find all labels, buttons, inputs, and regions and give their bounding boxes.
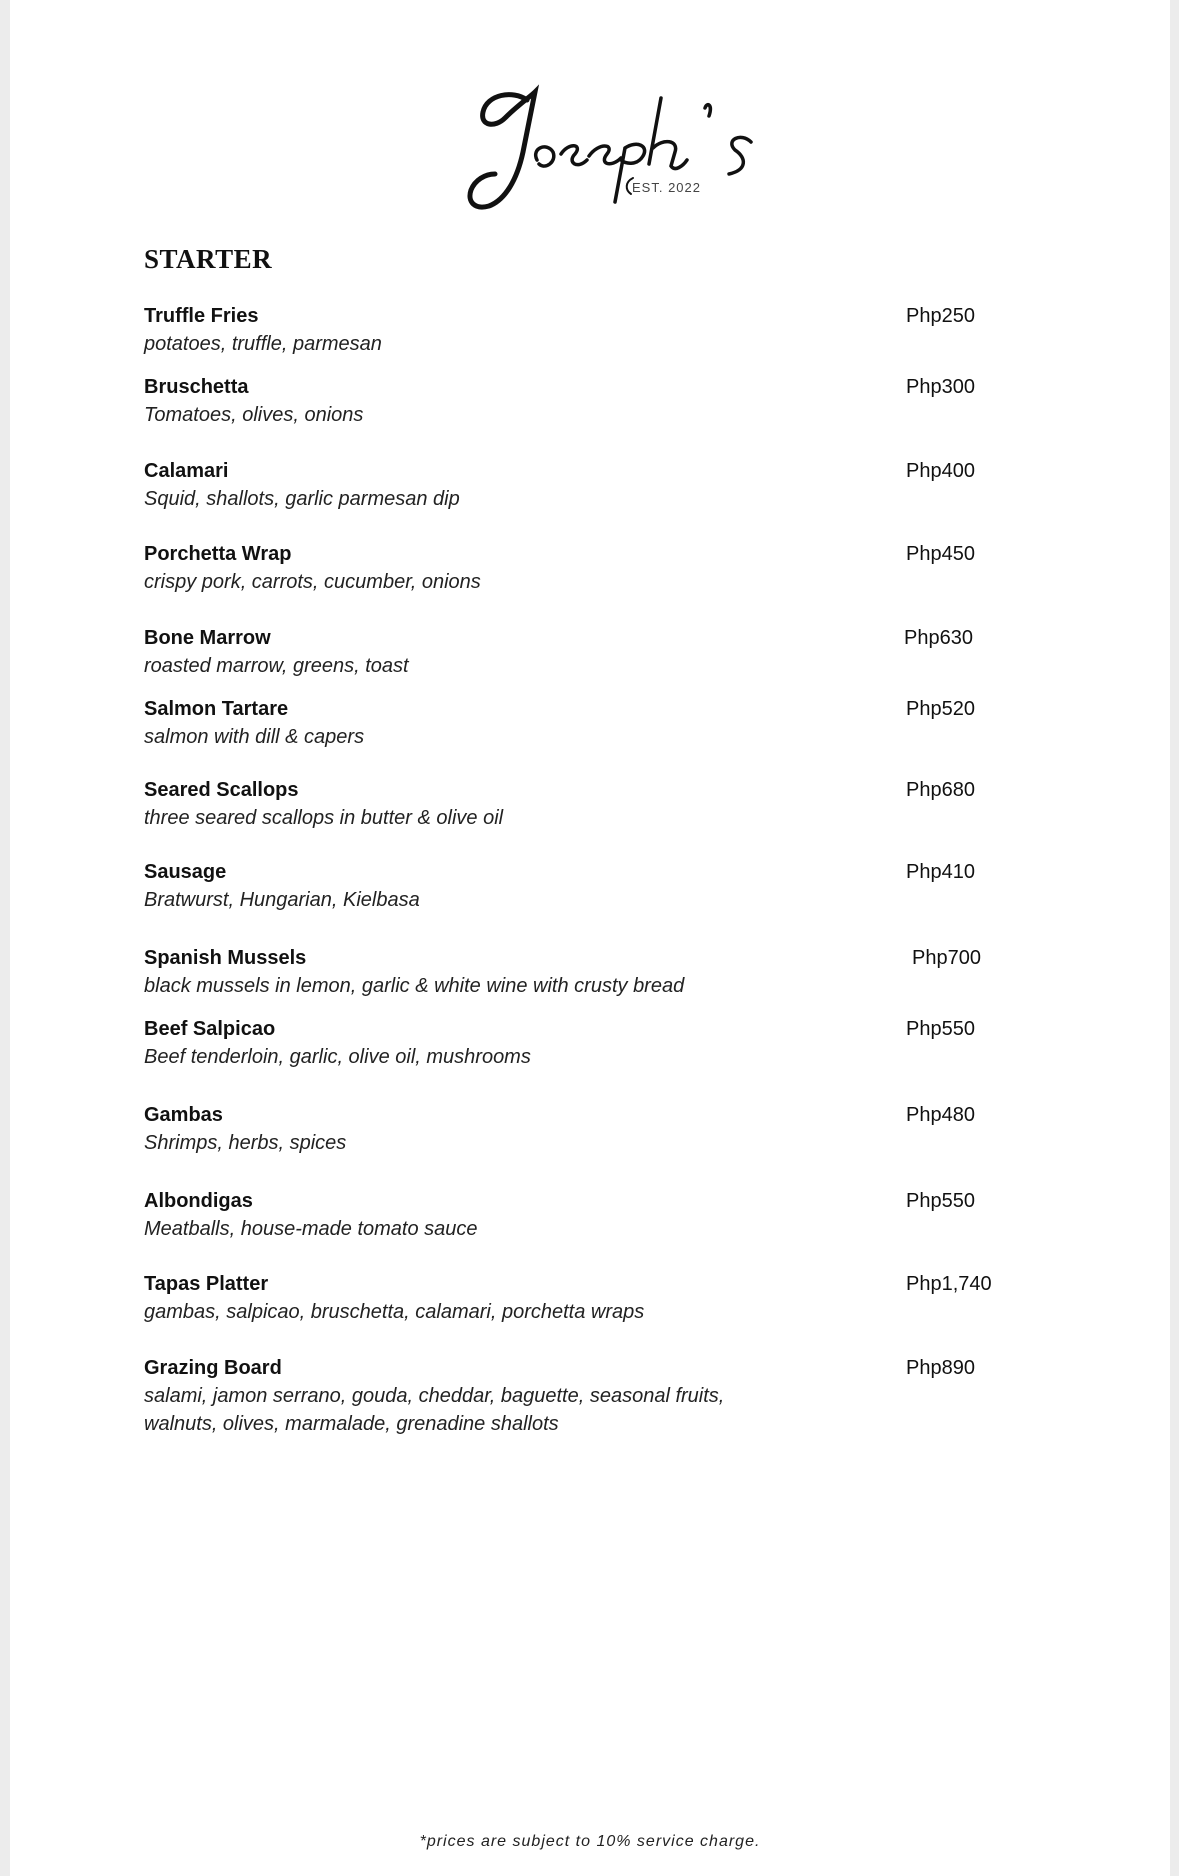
menu-item (144, 302, 1024, 358)
item-price: Php480 (906, 1104, 975, 1126)
menu-item (144, 1101, 1024, 1157)
logo-script-icon (465, 82, 775, 222)
item-price: Php450 (906, 543, 975, 565)
item-description: Meatballs, house-made tomato sauce (144, 1218, 478, 1240)
item-description: Squid, shallots, garlic parmesan dip (144, 488, 460, 510)
item-name: Truffle Fries (144, 305, 259, 327)
menu-item (144, 1187, 1024, 1243)
menu-item (144, 1270, 1024, 1326)
menu-item (144, 1354, 1024, 1438)
item-description: three seared scallops in butter & olive oil (144, 807, 504, 829)
item-price: Php520 (906, 698, 975, 720)
item-description: Bratwurst, Hungarian, Kielbasa (144, 889, 420, 911)
menu-item (144, 776, 1024, 832)
item-description: black mussels in lemon, garlic & white wine with crusty bread (144, 975, 685, 997)
item-name: Albondigas (144, 1190, 253, 1212)
item-price: Php700 (912, 947, 981, 969)
menu-item (144, 695, 1024, 751)
service-charge-note: *prices are subject to 10% service charge. (419, 1833, 761, 1850)
menu-item (144, 540, 1024, 596)
item-description: Beef tenderloin, garlic, olive oil, mushrooms (144, 1046, 531, 1068)
item-description: Tomatoes, olives, onions (144, 404, 364, 426)
item-name: Sausage (144, 861, 227, 883)
item-name: Beef Salpicao (144, 1018, 276, 1040)
item-name: Spanish Mussels (144, 947, 307, 969)
menu-item (144, 373, 1024, 429)
item-description: Shrimps, herbs, spices (144, 1132, 347, 1154)
menu-item (144, 1015, 1024, 1071)
menu-item (144, 944, 1024, 1000)
menu-item (144, 624, 1024, 680)
item-name: Bruschetta (144, 376, 249, 398)
item-name: Gambas (144, 1104, 223, 1126)
item-price: Php630 (904, 627, 973, 649)
item-name: Grazing Board (144, 1357, 282, 1379)
item-price: Php400 (906, 460, 975, 482)
item-description: crispy pork, carrots, cucumber, onions (144, 571, 481, 593)
item-price: Php680 (906, 779, 975, 801)
item-name: Porchetta Wrap (144, 543, 292, 565)
item-name: Bone Marrow (144, 627, 271, 649)
menu-page (10, 0, 1170, 1876)
menu-item (144, 858, 1024, 914)
item-description: roasted marrow, greens, toast (144, 655, 409, 677)
item-price: Php550 (906, 1018, 975, 1040)
menu-item (144, 457, 1024, 513)
item-price: Php550 (906, 1190, 975, 1212)
item-price: Php1,740 (906, 1273, 992, 1295)
item-name: Seared Scallops (144, 779, 299, 801)
item-name: Calamari (144, 460, 229, 482)
brand-logo (465, 82, 775, 222)
item-price: Php250 (906, 305, 975, 327)
item-description: salmon with dill & capers (144, 726, 365, 748)
item-name: Tapas Platter (144, 1273, 269, 1295)
item-price: Php300 (906, 376, 975, 398)
item-description: salami, jamon serrano, gouda, cheddar, baguette, seasonal fruits, walnuts, olives, marmalade, grenadine shallots (144, 1385, 725, 1435)
item-name: Salmon Tartare (144, 698, 289, 720)
item-price: Php890 (906, 1357, 975, 1379)
item-description: potatoes, truffle, parmesan (144, 333, 382, 355)
section-title-starter: STARTER (144, 244, 273, 274)
established-label: EST. 2022 (632, 180, 701, 195)
item-description: gambas, salpicao, bruschetta, calamari, porchetta wraps (144, 1301, 645, 1323)
item-price: Php410 (906, 861, 975, 883)
